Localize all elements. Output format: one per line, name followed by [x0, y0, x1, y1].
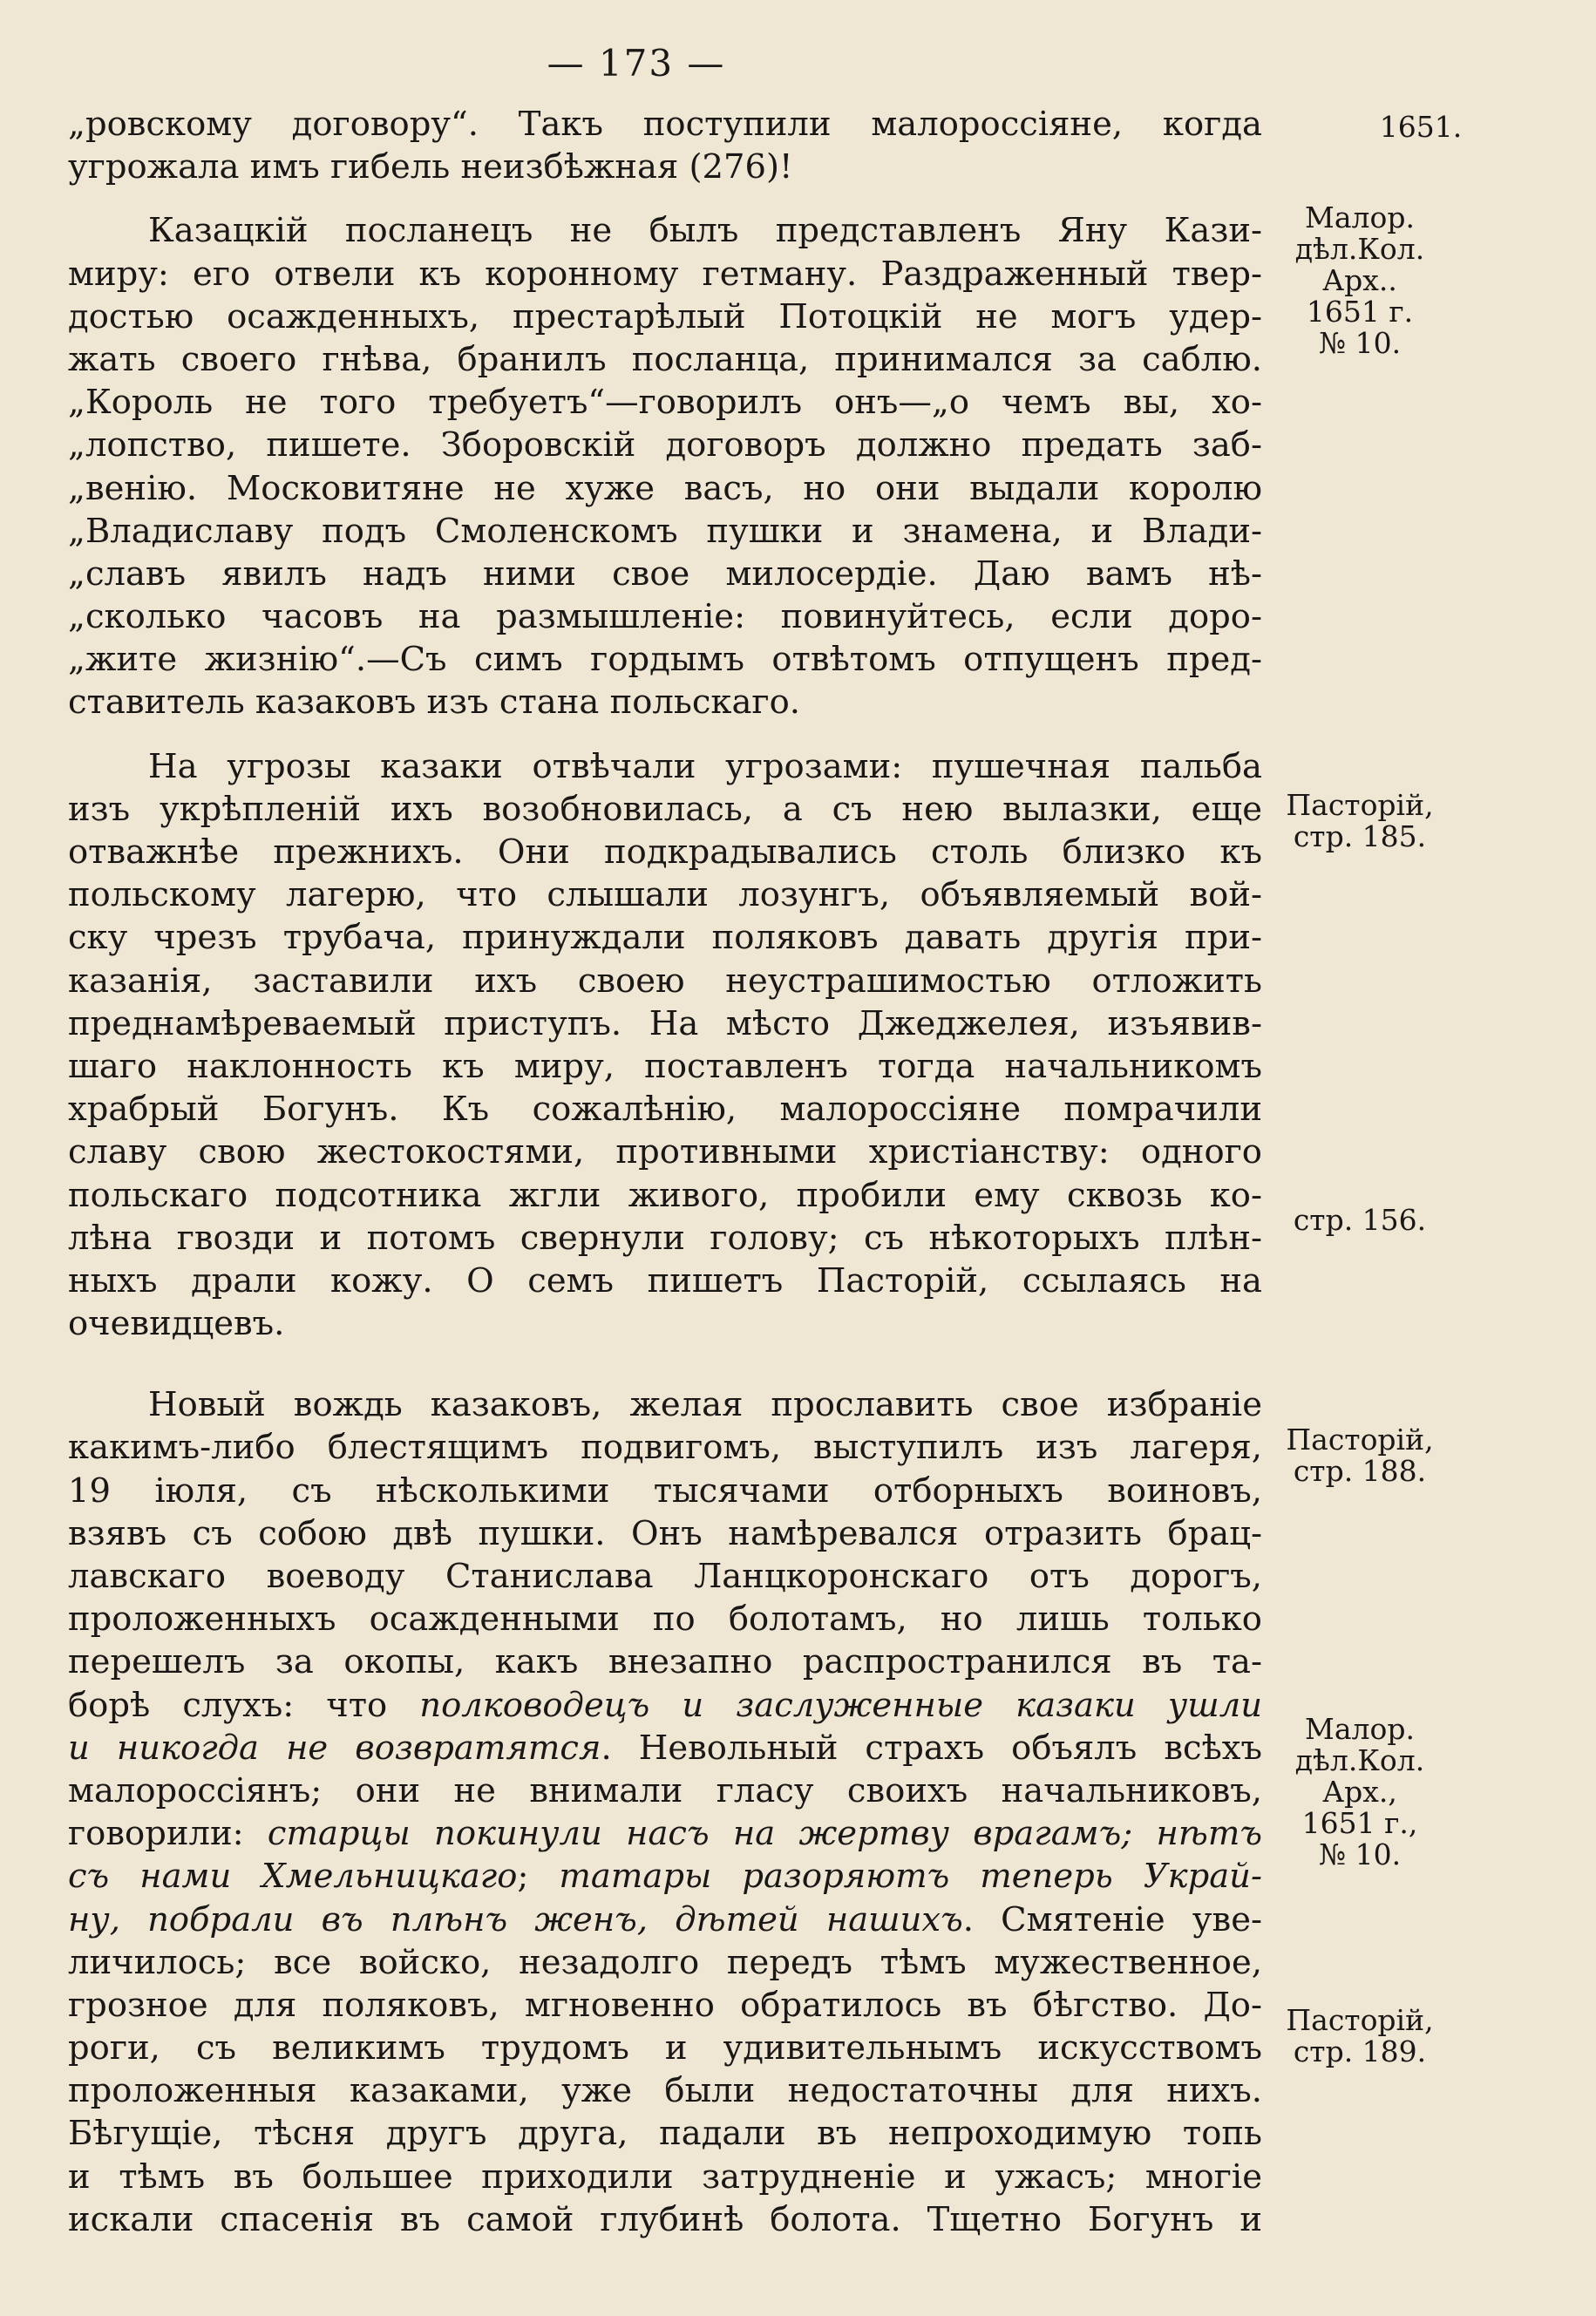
text-line: ныхъ драли кожу. О семъ пишетъ Пасторій, ссылаясь на [68, 1260, 1262, 1301]
text-line: съ нами Хмельницкаго; татары разоряютъ теперь Украй- [68, 1857, 1262, 1897]
margin-note-line: Арх.. [1322, 263, 1397, 297]
margin-note-pastorius-185 [1273, 790, 1447, 852]
paragraph-gap [68, 1345, 1262, 1383]
margin-note-line: Малор. [1305, 200, 1415, 234]
text-line: угрожала имъ гибель неизбѣжная (276)! [68, 147, 793, 187]
text-line: лѣна гвозди и потомъ свернули голову; съ нѣкоторыхъ плѣн- [68, 1218, 1262, 1258]
text-line: проложенныя казаками, уже были недостаточны для нихъ. [68, 2071, 1262, 2111]
margin-note-line: стр. 189. [1293, 2034, 1427, 2068]
text-line: говорили: старцы покинули насъ на жертву врагамъ; нѣтъ [68, 1814, 1262, 1854]
margin-note-line: 1651 г. [1306, 295, 1414, 329]
text-line: Новый вождь казаковъ, желая прославить свое избраніе [148, 1385, 1262, 1425]
margin-note-year [1334, 112, 1508, 143]
text-line: миру: его отвели къ коронному гетману. Раздраженный твер- [68, 254, 1262, 294]
text-line: преднамѣреваемый приступъ. На мѣсто Джеджелея, изъявив- [68, 1003, 1262, 1043]
text-line: перешелъ за окопы, какъ внезапно распространился въ та- [68, 1642, 1262, 1682]
margin-note-line: 1651 г., [1301, 1806, 1418, 1840]
text-line: „лопство, пишете. Зборовскій договоръ должно предать заб- [68, 425, 1262, 465]
text-line: какимъ-либо блестящимъ подвигомъ, выступилъ изъ лагеря, [68, 1428, 1262, 1468]
text-line: казанія, заставили ихъ своею неустрашимостью отложить [68, 961, 1262, 1001]
margin-note-line: № 10. [1318, 1837, 1402, 1871]
margin-note-line: стр. 185. [1293, 819, 1427, 853]
main-text [68, 103, 1262, 2241]
text-line: 19 іюля, съ нѣсколькими тысячами отборныхъ воиновъ, [68, 1470, 1262, 1511]
margin-note-archive-1 [1273, 202, 1447, 359]
text-line: и тѣмъ въ большее приходили затрудненіе и ужасъ; многіе [68, 2156, 1262, 2197]
paragraph-gap [68, 188, 1262, 209]
text-line: ставитель казаковъ изъ стана польскаго. [68, 683, 800, 723]
margin-note-pastorius-189 [1273, 2005, 1447, 2068]
text-line: борѣ слухъ: что полководецъ и заслуженные казаки ушли [68, 1685, 1262, 1725]
text-line: славу свою жестокостями, противными христіанству: одного [68, 1132, 1262, 1172]
text-line: „жите жизнію“.—Съ симъ гордымъ отвѣтомъ отпущенъ пред- [68, 640, 1262, 680]
margin-note-line: Малор. [1305, 1712, 1415, 1746]
margin-note-line: дѣл.Кол. [1294, 232, 1425, 266]
text-line: „ровскому договору“. Такъ поступили малороссіяне, когда [68, 105, 1262, 144]
paragraph-gap [68, 724, 1262, 745]
text-line: личилось; все войско, незадолго передъ тѣмъ мужественное, [68, 1942, 1262, 1982]
margin-note-line: стр. 188. [1293, 1454, 1427, 1488]
text-line: отважнѣе прежнихъ. Они подкрадывались столь близко къ [68, 832, 1262, 872]
text-line: и никогда не возвратятся. Невольный страхъ объялъ всѣхъ [68, 1728, 1262, 1768]
text-line: шаго наклонность къ миру, поставленъ тогда начальникомъ [68, 1046, 1262, 1086]
margin-note-line: 1651. [1379, 110, 1463, 144]
text-line: очевидцевъ. [68, 1304, 285, 1344]
text-line: искали спасенія въ самой глубинѣ болота. Тщетно Богунъ и [68, 2199, 1262, 2239]
text-line: „Владиславу подъ Смоленскомъ пушки и знамена, и Влади- [68, 511, 1262, 551]
page-number: — 173 — [547, 42, 726, 85]
text-line: храбрый Богунъ. Къ сожалѣнію, малороссіяне помрачили [68, 1090, 1262, 1130]
text-line: польскому лагерю, что слышали лозунгъ, объявляемый вой- [68, 875, 1262, 915]
text-line: жать своего гнѣва, бранилъ посланца, принимался за саблю. [68, 339, 1262, 379]
text-line: „венію. Московитяне не хуже васъ, но они выдали королю [68, 468, 1262, 508]
text-line: ску чрезъ трубача, принуждали поляковъ давать другія при- [68, 918, 1262, 958]
margin-note-page-156 [1273, 1205, 1447, 1236]
margin-note-line: Пасторій, [1286, 2003, 1434, 2037]
text-line: „сколько часовъ на размышленіе: повинуйтесь, если доро- [68, 597, 1262, 637]
text-line: Бѣгущіе, тѣсня другъ друга, падали въ непроходимую топь [68, 2114, 1262, 2154]
margin-note-line: Пасторій, [1286, 788, 1434, 822]
text-line: изъ укрѣпленій ихъ возобновилась, а съ нею вылазки, еще [68, 789, 1262, 829]
text-line: „славъ явилъ надъ ними свое милосердіе. Даю вамъ нѣ- [68, 554, 1262, 594]
margin-note-line: Арх., [1322, 1775, 1397, 1809]
text-line: На угрозы казаки отвѣчали угрозами: пушечная пальба [148, 746, 1262, 786]
margin-note-line: № 10. [1318, 326, 1402, 360]
text-line: ну, побрали въ плѣнъ женъ, дѣтей нашихъ. Смятеніе уве- [68, 1899, 1262, 1939]
margin-note-archive-2 [1273, 1714, 1447, 1871]
text-line: достью осажденныхъ, престарѣлый Потоцкій не могъ удер- [68, 296, 1262, 336]
margin-note-line: Пасторій, [1286, 1423, 1434, 1457]
text-line: грозное для поляковъ, мгновенно обратилось въ бѣгство. До- [68, 1985, 1262, 2025]
text-line: Казацкій посланецъ не былъ представленъ Яну Кази- [148, 211, 1262, 251]
text-line: проложенныхъ осажденными по болотамъ, но лишь только [68, 1599, 1262, 1640]
text-line: польскаго подсотника жгли живого, пробили ему сквозь ко- [68, 1175, 1262, 1215]
margin-note-line: стр. 156. [1293, 1203, 1427, 1237]
text-line: „Король не того требуетъ“—говорилъ онъ—„о чемъ вы, хо- [68, 383, 1262, 423]
text-line: взявъ съ собою двѣ пушки. Онъ намѣревался отразить брац- [68, 1513, 1262, 1553]
text-line: малороссіянъ; они не внимали гласу своихъ начальниковъ, [68, 1770, 1262, 1810]
margin-note-pastorius-188 [1273, 1424, 1447, 1487]
margin-note-line: дѣл.Кол. [1294, 1743, 1425, 1777]
text-line: лавскаго воеводу Станислава Ланцкоронскаго отъ дорогъ, [68, 1557, 1262, 1596]
text-line: роги, съ великимъ трудомъ и удивительнымъ искусствомъ [68, 2028, 1262, 2068]
